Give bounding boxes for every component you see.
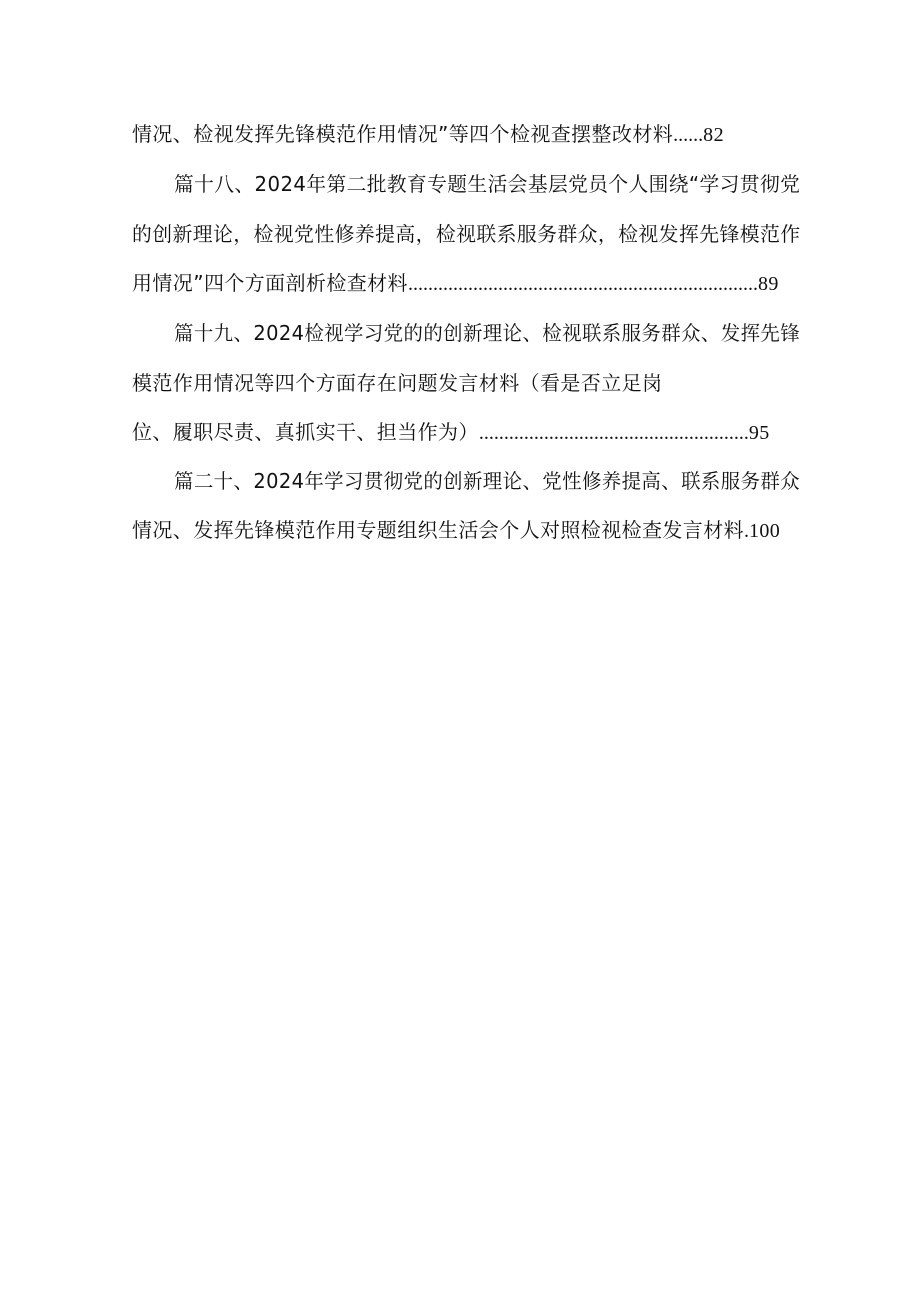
- toc-entry-19-text-1: 篇十九、2024检视学习党的的创新理论、检视联系服务群众、发挥先锋: [174, 321, 801, 345]
- toc-entry-20-line-2[interactable]: [132, 512, 780, 548]
- toc-entry-19-text-2: 模范作用情况等四个方面存在问题发言材料（看是否立足岗: [132, 371, 663, 395]
- toc-entry-18-page: 89: [757, 273, 779, 295]
- toc-entry-19-line-3[interactable]: [132, 414, 770, 450]
- toc-entry-17-text: 情况、检视发挥先锋模范作用情况”等四个检视查摆整改材料: [132, 122, 674, 146]
- toc-entry-20-text-1: 篇二十、2024年学习贯彻党的创新理论、党性修养提高、联系服务群众: [174, 469, 801, 493]
- toc-entry-18-line-2[interactable]: [132, 216, 800, 252]
- toc-entry-19-line-1[interactable]: [174, 315, 800, 351]
- toc-entry-19-text-3: 位、履职尽责、真抓实干、担当作为）: [132, 420, 479, 444]
- toc-entry-20-leader: .: [744, 520, 749, 542]
- toc-entry-20-line-1[interactable]: [174, 463, 800, 499]
- toc-entry-18-line-1[interactable]: [174, 166, 800, 202]
- toc-entry-18-text-3: 用情况”四个方面剖析检查材料: [132, 271, 408, 295]
- toc-entry-17-leader: ......: [673, 124, 704, 146]
- toc-entry-18-text-1: 篇十八、2024年第二批教育专题生活会基层党员个人围绕“学习贯彻党: [174, 172, 801, 196]
- toc-entry-18-line-3[interactable]: [132, 265, 779, 301]
- toc-entry-18-text-2: 的创新理论，检视党性修养提高，检视联系服务群众，检视发挥先锋模范作: [132, 222, 801, 246]
- toc-entry-20-page: 100: [749, 520, 781, 542]
- toc-entry-20-text-2: 情况、发挥先锋模范作用专题组织生活会个人对照检视检查发言材料: [132, 518, 744, 542]
- toc-entry-17-page: 82: [703, 124, 724, 146]
- toc-entry-17-line[interactable]: [132, 116, 724, 152]
- toc-entry-19-page: 95: [748, 422, 770, 444]
- toc-entry-18-leader: ......................................................................: [407, 273, 758, 295]
- toc-entry-19-line-2[interactable]: [132, 365, 662, 401]
- toc-entry-19-leader: ......................................................: [478, 422, 749, 444]
